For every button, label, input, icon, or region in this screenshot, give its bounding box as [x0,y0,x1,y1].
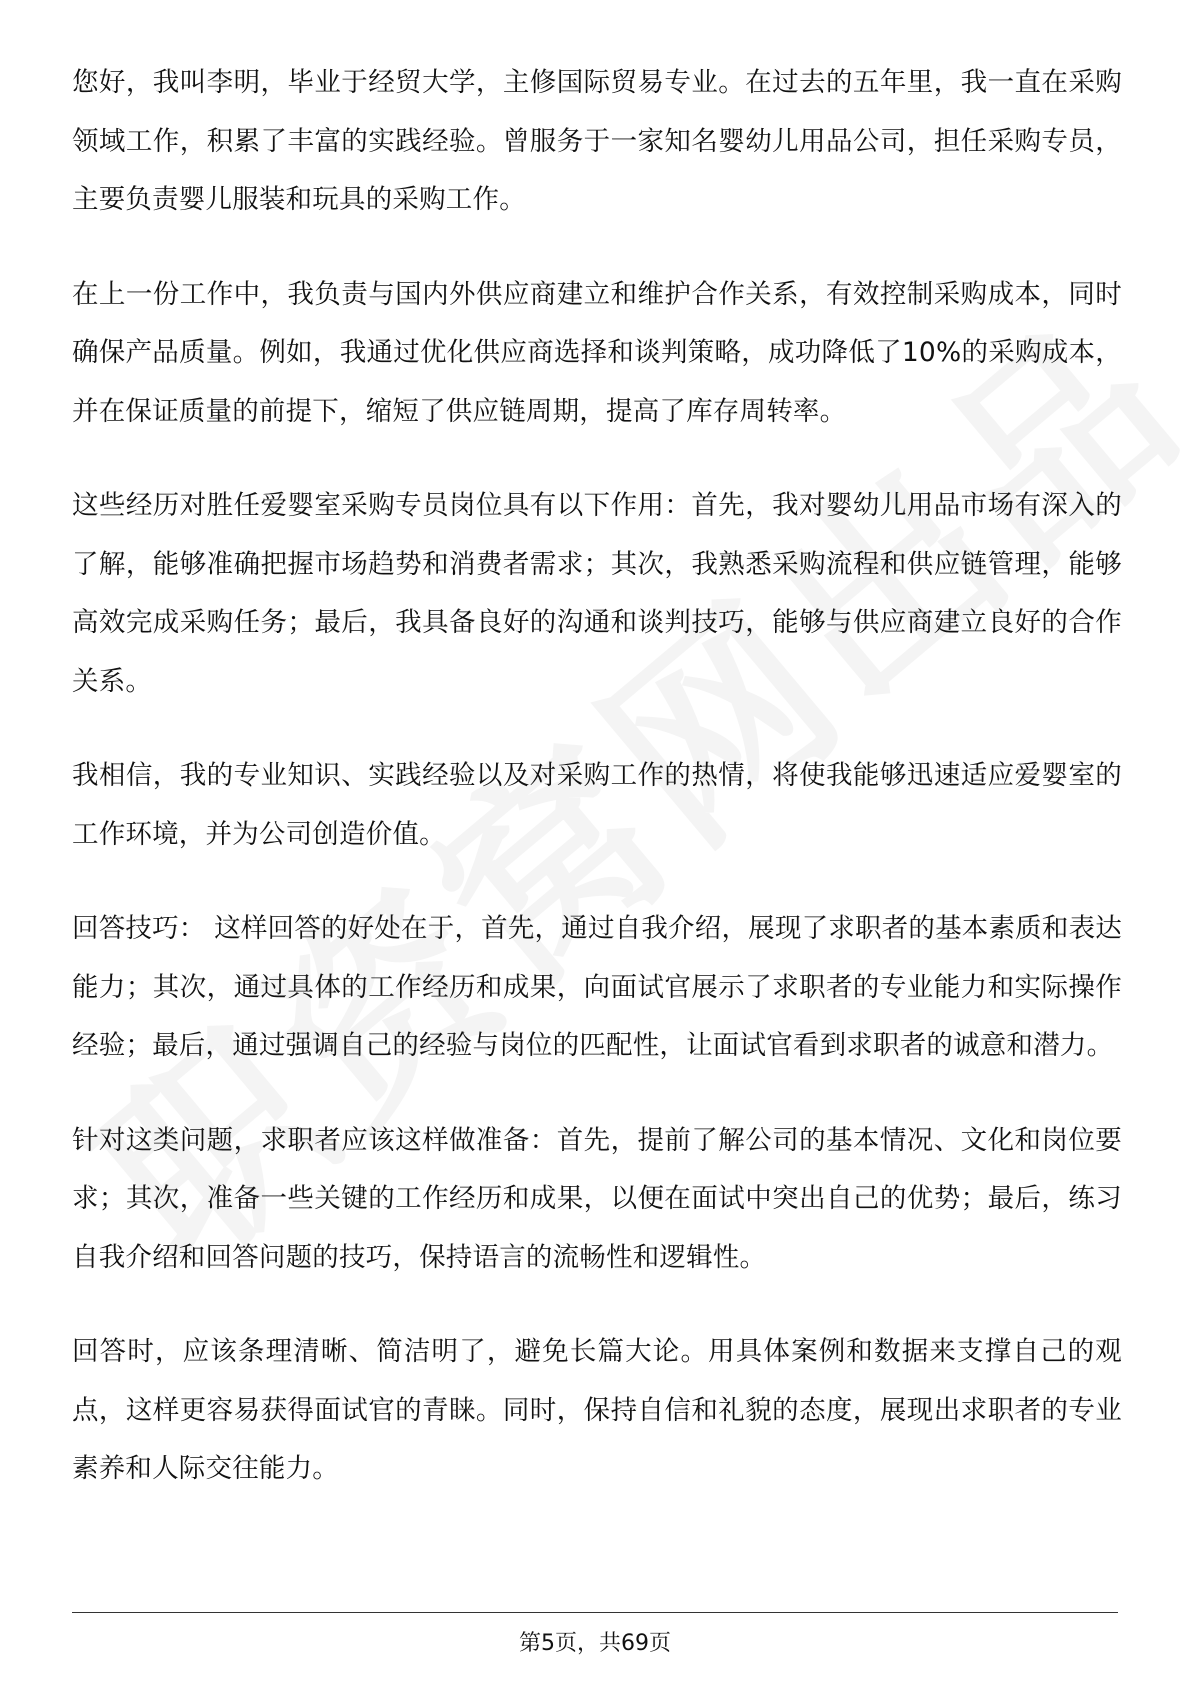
paragraph-experience: 在上一份工作中，我负责与国内外供应商建立和维护合作关系，有效控制采购成本，同时确保产品质量。例如，我通过优化供应商选择和谈判策略，成功降低了10%的采购成本，并在保证质量的前提下，缩短了供应链周期，提高了库存周转率。 [72,278,1122,427]
paragraph-qualifications: 这些经历对胜任爱婴室采购专员岗位具有以下作用：首先，我对婴幼儿用品市场有深入的了解，能够准确把握市场趋势和消费者需求；其次，我熟悉采购流程和供应链管理，能够高效完成采购任务；最后，我具备良好的沟通和谈判技巧，能够与供应商建立良好的合作关系。 [72,490,1122,697]
page-number: 第5页，共69页 [519,1631,671,1656]
paragraph-intro: 您好，我叫李明，毕业于经贸大学，主修国际贸易专业。在过去的五年里，我一直在采购领域工作，积累了丰富的实践经验。曾服务于一家知名婴幼儿用品公司，担任采购专员，主要负责婴儿服装和玩具的采购工作。 [72,67,1122,215]
paragraph-closing: 我相信，我的专业知识、实践经验以及对采购工作的热情，将使我能够迅速适应爱婴室的工作环境，并为公司创造价值。 [72,760,1122,850]
footer-divider [72,1612,1118,1613]
paragraph-answer-tips: 回答技巧： 这样回答的好处在于，首先，通过自我介绍，展现了求职者的基本素质和表达能力；其次，通过具体的工作经历和成果，向面试官展示了求职者的专业能力和实际操作经验；最后，通过强调自己的经验与岗位的匹配性，让面试官看到求职者的诚意和潜力。 [72,913,1122,1061]
paragraph-answer-style: 回答时，应该条理清晰、简洁明了，避免长篇大论。用具体案例和数据来支撑自己的观点，这样更容易获得面试官的青睐。同时，保持自信和礼貌的态度，展现出求职者的专业素养和人际交往能力。 [72,1336,1122,1484]
document-body [72,54,1122,1535]
paragraph-preparation: 针对这类问题，求职者应该这样做准备：首先，提前了解公司的基本情况、文化和岗位要求；其次，准备一些关键的工作经历和成果，以便在面试中突出自己的优势；最后，练习自我介绍和回答问题的技巧，保持语言的流畅性和逻辑性。 [72,1124,1122,1273]
